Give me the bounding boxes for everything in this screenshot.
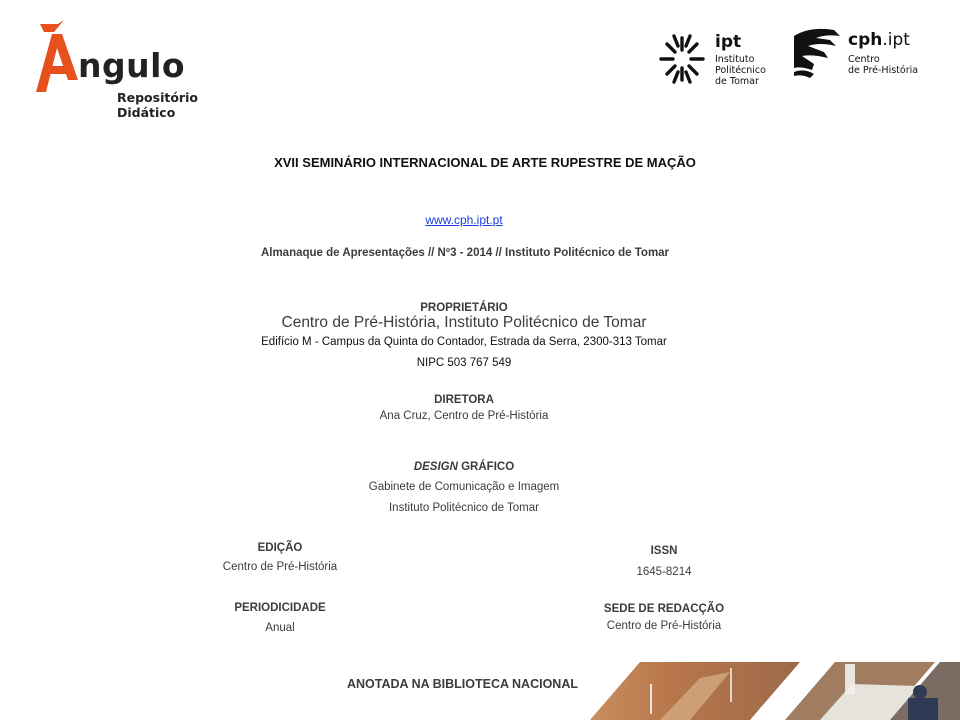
ipt-logo (655, 30, 775, 90)
design-label-rest: GRÁFICO (457, 461, 515, 473)
proprietario-nipc: NIPC 503 767 549 (416, 357, 512, 369)
ipt-sub-3: de Tomar (715, 76, 759, 87)
angulo-tagline-1: Repositório (117, 90, 198, 105)
ipt-sub-2: Politécnico (715, 65, 766, 76)
cph-sub-2: de Pré-História (848, 65, 919, 76)
edicao-value: Centro de Pré-História (222, 561, 338, 573)
angulo-a-mark-icon (32, 20, 80, 94)
ipt-starburst-icon (655, 32, 709, 86)
design-label (0, 461, 928, 473)
almanac-line: Almanaque de Apresentações // Nº3 - 2014 // Instituto Politécnico de Tomar (260, 247, 670, 259)
sede-label: SEDE DE REDACÇÃO (603, 603, 725, 615)
document-title: XVII SEMINÁRIO INTERNACIONAL DE ARTE RUPESTRE DE MAÇÃO (274, 155, 696, 170)
cph-name (848, 30, 910, 50)
ipt-sub-1: Instituto (715, 54, 755, 65)
cph-logo (790, 26, 930, 86)
periodicidade-label: PERIODICIDADE (234, 602, 326, 614)
angulo-wordmark: ngulo (78, 46, 186, 85)
cph-name-bold: cph (848, 30, 883, 50)
cph-sub-1: Centro (848, 54, 880, 65)
diretora-value: Ana Cruz, Centro de Pré-História (379, 410, 549, 422)
cph-deer-icon (790, 26, 844, 80)
proprietario-name: Centro de Pré-História, Instituto Politécnico de Tomar (281, 314, 647, 331)
design-line-2: Instituto Politécnico de Tomar (388, 502, 539, 514)
periodicidade-value: Anual (265, 622, 295, 634)
design-line-1: Gabinete de Comunicação e Imagem (368, 481, 560, 493)
angulo-tagline-2: Didático (117, 105, 176, 120)
footer-note: ANOTADA NA BIBLIOTECA NACIONAL (347, 677, 578, 691)
proprietario-address: Edifício M - Campus da Quinta do Contador, Estrada da Serra, 2300-313 Tomar (261, 336, 667, 348)
sede-value: Centro de Pré-História (606, 620, 722, 632)
issn-value: 1645-8214 (636, 566, 692, 578)
ipt-name: ipt (715, 32, 742, 52)
issn-label: ISSN (650, 545, 678, 557)
edicao-label: EDIÇÃO (257, 542, 303, 554)
website-link[interactable]: www.cph.ipt.pt (425, 213, 503, 227)
design-label-italic: DESIGN (413, 461, 458, 473)
excavation-photo-strip (590, 662, 960, 720)
cph-name-rest: .ipt (882, 30, 910, 50)
angulo-logo (30, 20, 220, 120)
website-row (0, 211, 928, 229)
diretora-label: DIRETORA (434, 394, 494, 406)
proprietario-label: PROPRIETÁRIO (420, 302, 508, 314)
